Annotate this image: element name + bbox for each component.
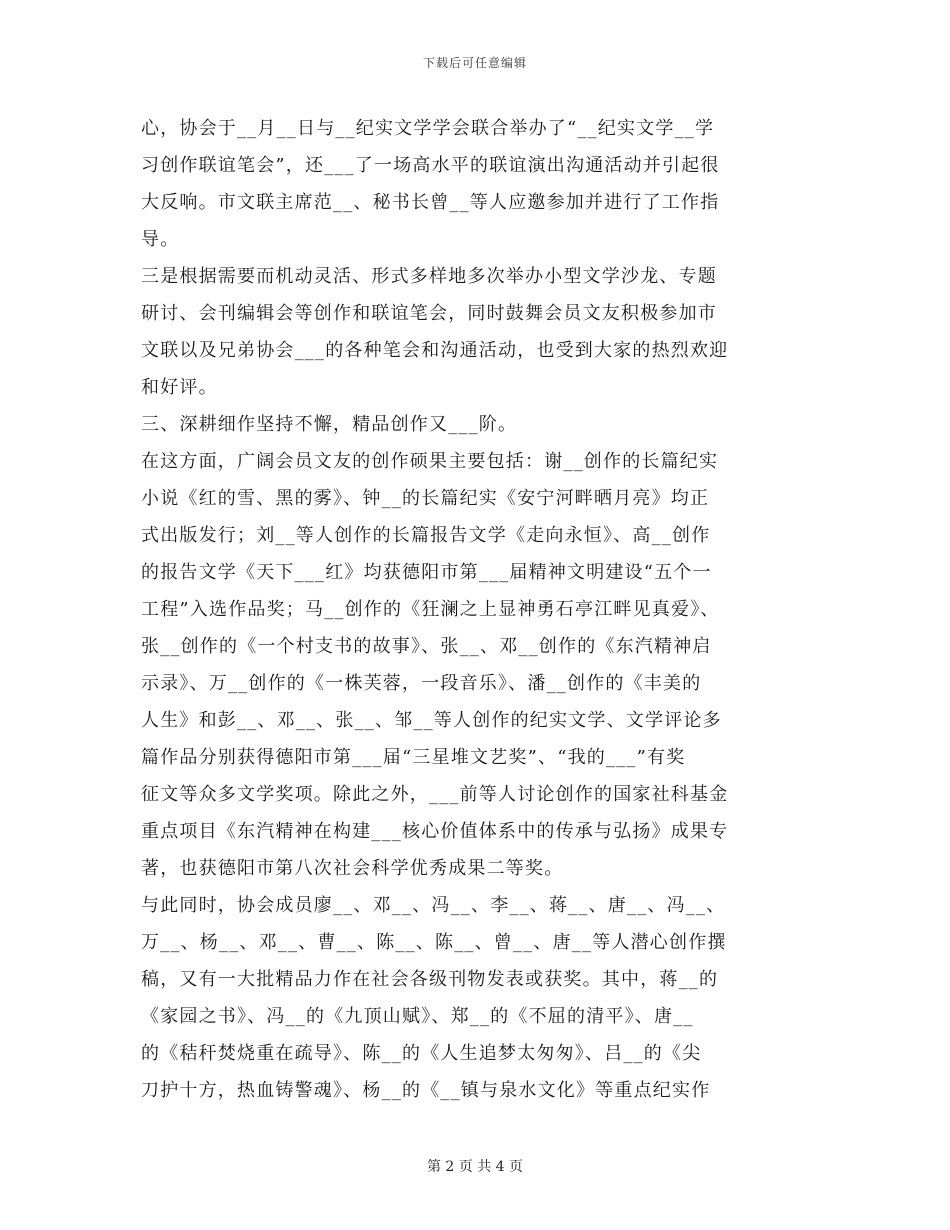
text-line: 重点项目《东汽精神在构建___核心价值体系中的传承与弘扬》成果专 (141, 821, 729, 842)
page-header-note: 下载后可任意编辑 (422, 56, 527, 70)
text-line: 大反响。市文联主席范__、秘书长曾__等人应邀参加并进行了工作指 (141, 192, 720, 213)
text-line: 《家园之书》、冯__的《九顶山赋》、郑__的《不屈的清平》、唐__ (141, 1006, 694, 1027)
text-line: 工程”入选作品奖；马__创作的《狂澜之上显神勇石亭江畔见真爱》、 (141, 599, 720, 620)
text-line: 张__创作的《一个村支书的故事》、张__、邓__创作的《东汽精神启 (141, 636, 712, 657)
text-line: 在这方面，广阔会员文友的创作硕果主要包括：谢__创作的长篇纪实 (141, 451, 719, 472)
text-line: 三是根据需要而机动灵活、形式多样地多次举办小型文学沙龙、专题 (141, 266, 717, 287)
text-line: 习创作联谊笔会”，还___了一场高水平的联谊演出沟通活动并引起很 (141, 155, 720, 176)
text-line: 万__、杨__、邓__、曹__、陈__、陈__、曾__、唐__等人潜心创作撰 (141, 932, 727, 953)
text-line: 式出版发行；刘__等人创作的长篇报告文学《走向永恒》、高__创作 (141, 525, 711, 546)
text-line: 人生》和彭__、邓__、张__、邹__等人创作的纪实文学、文学评论多 (141, 710, 722, 731)
text-line: 文联以及兄弟协会___的各种笔会和沟通活动，也受到大家的热烈欢迎 (141, 340, 729, 361)
text-line: 的《秸秆焚烧重在疏导》、陈__的《人生追梦太匆匆》、吕__的《尖 (141, 1043, 702, 1064)
text-line: 刀护十方，热血铸警魂》、杨__的《__镇与泉水文化》等重点纪实作 (141, 1080, 711, 1101)
text-line: 和好评。 (141, 377, 218, 398)
text-line: 研讨、会刊编辑会等创作和联谊笔会，同时鼓舞会员文友积极参加市 (141, 303, 717, 324)
text-line: 的报告文学《天下___红》均获德阳市第___届精神文明建设“五个一 (141, 562, 712, 583)
text-line: 与此同时，协会成员廖__、邓__、冯__、李__、蒋__、唐__、冯__、 (141, 895, 726, 916)
text-line: 著，也获德阳市第八次社会科学优秀成果二等奖。 (141, 858, 564, 879)
text-line: 心，协会于__月__日与__纪实文学学会联合举办了“__纪实文学__学 (141, 118, 715, 139)
text-line: 小说《红的雪、黑的雾》、钟__的长篇纪实《安宁河畔晒月亮》均正 (141, 488, 710, 509)
text-line: 篇作品分别获得德阳市第___届“三星堆文艺奖”、“我的___”有奖 (141, 747, 686, 768)
page-number: 第 2 页 共 4 页 (426, 1159, 524, 1175)
text-line: 稿，又有一大批精品力作在社会各级刊物发表或获奖。其中，蒋__的 (141, 969, 719, 990)
section-heading: 三、深耕细作坚持不懈，精品创作又___阶。 (141, 414, 518, 435)
text-line: 征文等众多文学奖项。除此之外，___前等人讨论创作的国家社科基金 (141, 784, 729, 805)
text-line: 示录》、万__创作的《一株芙蓉，一段音乐》、潘__创作的《丰美的 (141, 673, 702, 694)
text-line: 导。 (141, 229, 180, 250)
document-body (141, 110, 809, 1109)
